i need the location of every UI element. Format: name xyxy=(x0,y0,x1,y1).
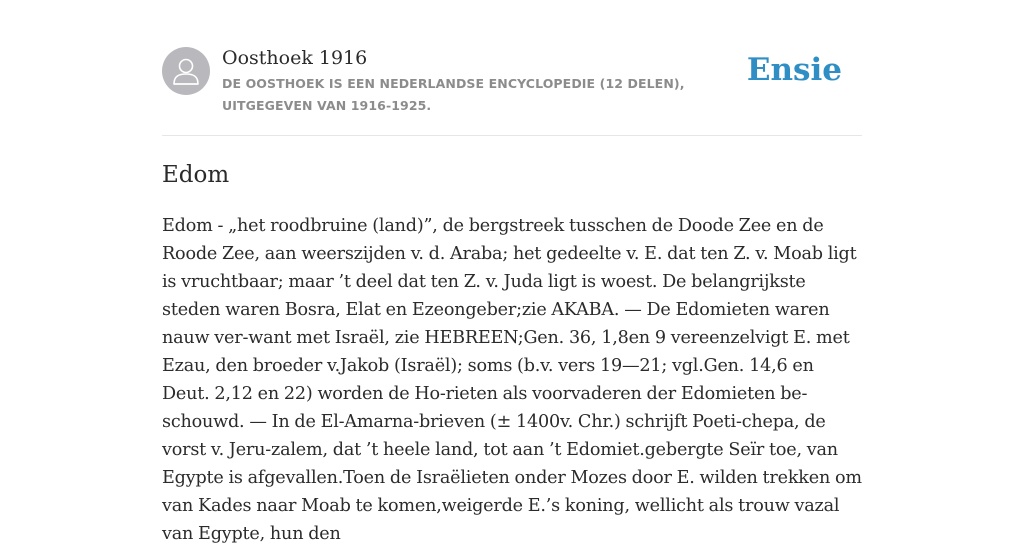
header-divider xyxy=(162,135,862,136)
article-title: Edom xyxy=(162,162,230,188)
source-name[interactable]: Oosthoek 1916 xyxy=(222,47,368,69)
brand-logo-link[interactable]: Ensie xyxy=(746,52,842,88)
article-body: Edom - „het roodbruine (land)”, de bergstreek tusschen de Doode Zee en de Roode Zee, aan weerszijden v. d. Araba; het gedeelte v. E. dat ten Z. v. Moab ligt is vruchtbaar; maar ’t deel dat ten Z. v. Juda ligt is woest. De belangrijkste steden waren Bosra, Elat en Ezeongeber;zie AKABA. — De Edomieten waren nauw ver-want met Israël, zie HEBREEN;Gen. 36, 1,8en 9 vereenzelvigt E. met Ezau, den broeder v.Jakob (Israël); soms (b.v. vers 19—21; vgl.Gen. 14,6 en Deut. 2,12 en 22) worden de Ho-rieten als voorvaderen der Edomieten be-schouwd. — In de El-Amarna-brieven (± 1400v. Chr.) schrijft Poeti-chepa, de vorst v. Jeru-zalem, dat ’t heele land, tot aan ’t Edomiet.gebergte Seïr toe, van Egypte is afgevallen.Toen de Israëlieten onder Mozes door E. wilden trekken om van Kades naar Moab te komen,weigerde E.’s koning, wellicht als trouw vazal van Egypte, hun den xyxy=(162,216,862,544)
source-header xyxy=(162,46,862,118)
user-silhouette-icon xyxy=(162,47,210,95)
source-description: DE OOSTHOEK IS EEN NEDERLANDSE ENCYCLOPEDIE (12 DELEN), UITGEGEVEN VAN 1916-1925. xyxy=(222,76,685,113)
